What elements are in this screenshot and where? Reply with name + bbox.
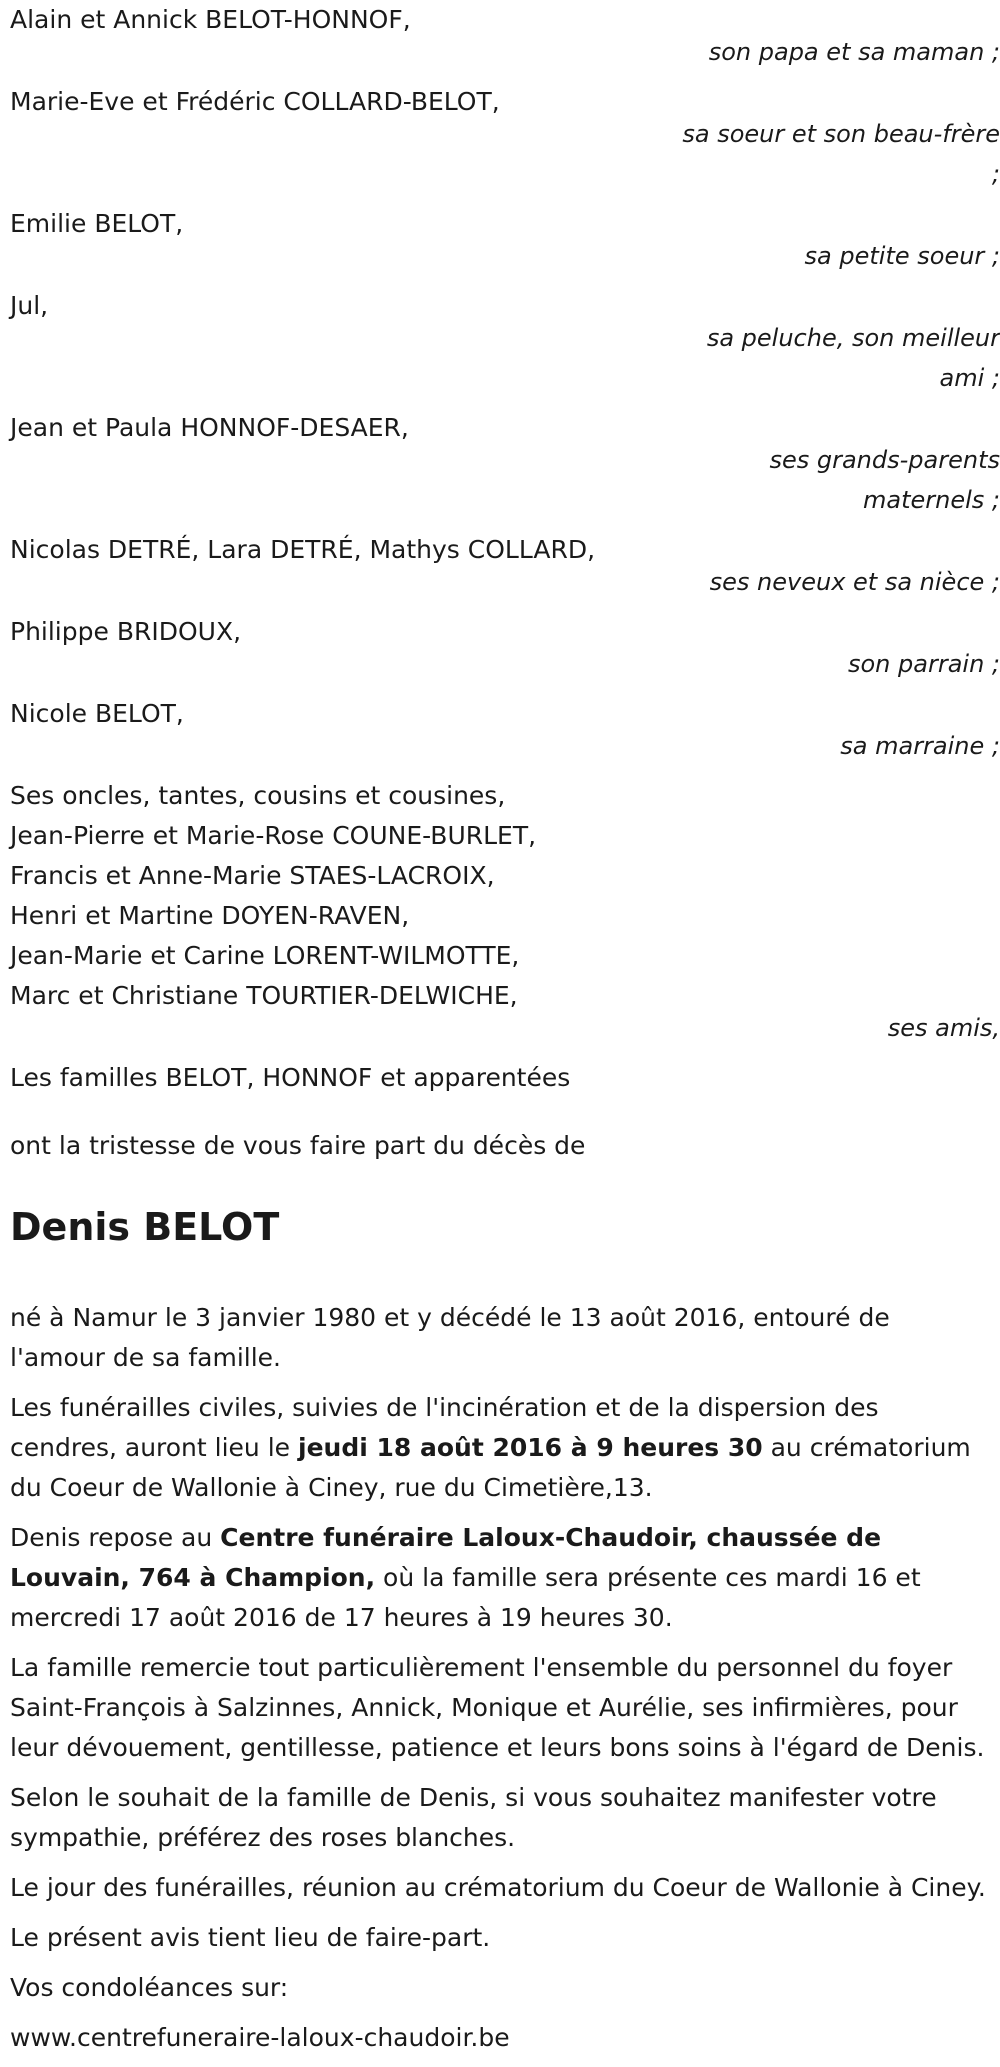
family-name: Emilie BELOT, — [10, 209, 184, 238]
notice-paragraph: Le présent avis tient lieu de faire-part. — [10, 1923, 491, 1952]
friends-line: Jean-Marie et Carine LORENT-WILMOTTE, — [10, 941, 520, 970]
flowers-paragraph: Selon le souhait de la famille de Denis, si vous souhaitez manifester votre sympathie, préférez des roses blanches. — [10, 1783, 937, 1852]
family-entry-plush — [10, 286, 1000, 398]
birth-death-paragraph: né à Namur le 3 janvier 1980 et y décédé le 13 août 2016, entouré de l'amour de sa famille. — [10, 1303, 890, 1372]
friends-entry — [10, 776, 1000, 1048]
thanks-paragraph: La famille remercie tout particulièrement l'ensemble du personnel du foyer Saint-François à Salzinnes, Annick, Monique et Aurélie, ses infirmières, pour leur dévouement, gentillesse, patience et leurs bons soins à l'égard de Denis. — [10, 1653, 985, 1762]
family-entry-grandparents — [10, 408, 1000, 520]
friends-line: Francis et Anne-Marie STAES-LACROIX, — [10, 861, 495, 890]
family-entry-godfather — [10, 612, 1000, 684]
family-entry-godmother — [10, 694, 1000, 766]
family-name: Jul, — [10, 291, 49, 320]
funeral-home: Centre funéraire Laloux-Chaudoir, chaussée de Louvain, 764 à Champion, — [10, 1523, 882, 1592]
family-role: ses neveux et sa nièce ; — [709, 568, 1000, 596]
friends-line: Henri et Martine DOYEN-RAVEN, — [10, 901, 410, 930]
funeral-place: au crématorium du Coeur de Wallonie à Ciney, rue du Cimetière,13. — [10, 1433, 971, 1502]
family-role: sa petite soeur ; — [804, 242, 1000, 270]
families-line: Les familles BELOT, HONNOF et apparentées — [10, 1063, 571, 1092]
deceased-name: Denis BELOT — [10, 1205, 280, 1249]
funeral-paragraph — [10, 1388, 990, 1508]
family-role: son papa et sa maman ; — [708, 38, 1000, 66]
friends-line: Marc et Christiane TOURTIER-DELWICHE, — [10, 981, 518, 1010]
friends-role: ses amis, — [887, 1014, 1000, 1042]
funeral-date: jeudi 18 août 2016 à 9 heures 30 — [298, 1433, 763, 1462]
family-name: Nicole BELOT, — [10, 699, 184, 728]
friends-line: Ses oncles, tantes, cousins et cousines, — [10, 781, 506, 810]
rest-paragraph — [10, 1518, 990, 1638]
family-entry-parents — [10, 0, 1000, 72]
family-name: Alain et Annick BELOT-HONNOF, — [10, 5, 411, 34]
intro-text: ont la tristesse de vous faire part du décès de — [10, 1131, 586, 1160]
condolences-paragraph: Vos condoléances sur: — [10, 1973, 289, 2002]
visiting-hours: où la famille sera présente ces mardi 16 et mercredi 17 août 2016 de 17 heures à 19 heures 30. — [10, 1563, 921, 1632]
gathering-paragraph: Le jour des funérailles, réunion au crématorium du Coeur de Wallonie à Ciney. — [10, 1873, 986, 1902]
family-entry-little-sister — [10, 204, 1000, 276]
family-role: son parrain ; — [847, 650, 1000, 678]
family-role: ses grands-parents maternels ; — [769, 446, 1000, 514]
family-role: sa peluche, son meilleur ami ; — [706, 324, 1000, 392]
family-role: sa marraine ; — [840, 732, 1000, 760]
family-entry-sister — [10, 82, 1000, 194]
family-name: Philippe BRIDOUX, — [10, 617, 242, 646]
family-name: Nicolas DETRÉ, Lara DETRÉ, Mathys COLLARD, — [10, 535, 596, 564]
funeral-text: Les funérailles civiles, suivies de l'incinération et de la dispersion des cendres, auront lieu le — [10, 1393, 879, 1462]
family-role: sa soeur et son beau-frère ; — [682, 120, 1000, 188]
family-name: Marie-Eve et Frédéric COLLARD-BELOT, — [10, 87, 500, 116]
website-link[interactable]: www.centrefuneraire-laloux-chaudoir.be — [10, 2023, 510, 2052]
family-entry-nephews — [10, 530, 1000, 602]
rest-text: Denis repose au — [10, 1523, 221, 1552]
family-name: Jean et Paula HONNOF-DESAER, — [10, 413, 409, 442]
friends-line: Jean-Pierre et Marie-Rose COUNE-BURLET, — [10, 821, 537, 850]
